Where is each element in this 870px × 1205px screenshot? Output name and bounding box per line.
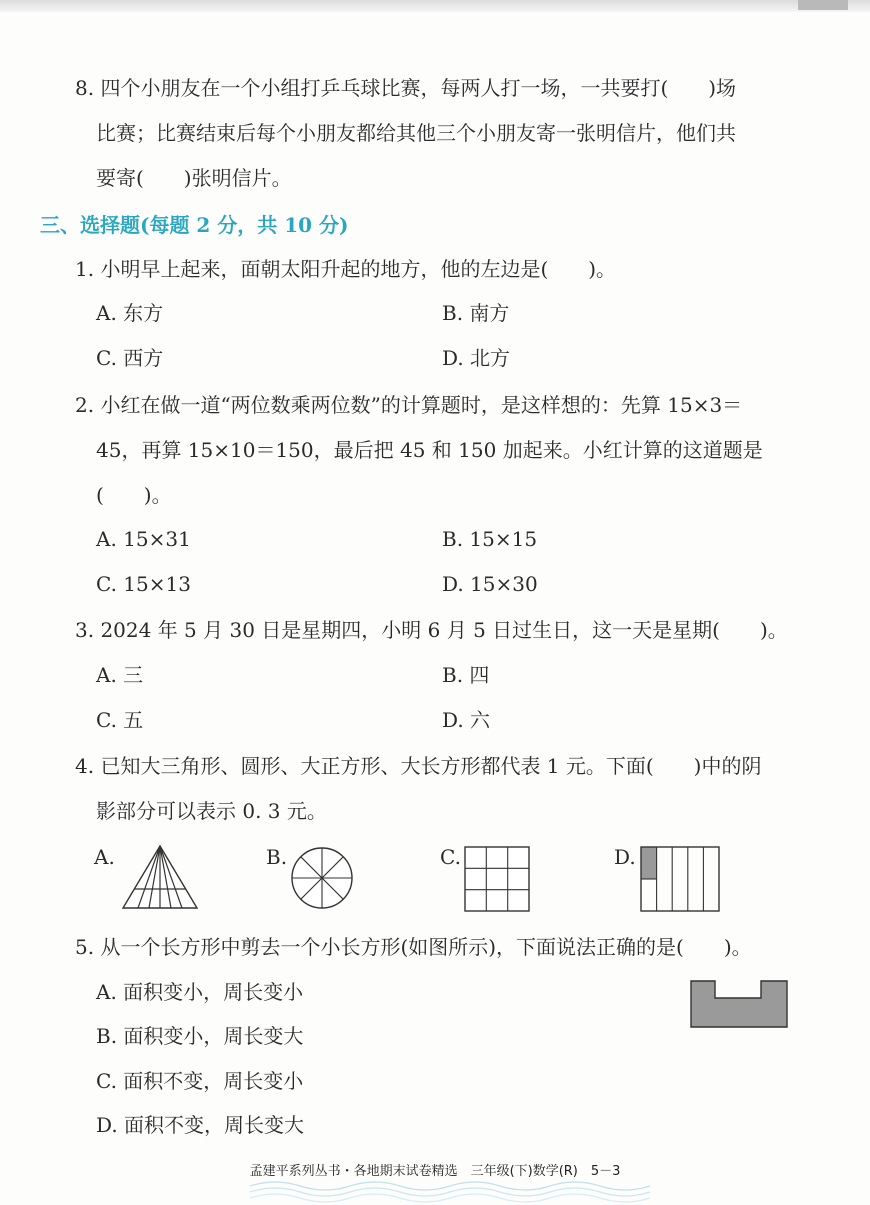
q3-option-d[interactable]: D. 六: [442, 708, 491, 732]
q2-option-b[interactable]: B. 15×15: [442, 527, 538, 551]
q1-option-a[interactable]: A. 东方: [96, 301, 164, 325]
q4-option-c-label[interactable]: C.: [440, 845, 461, 869]
q2-option-a[interactable]: A. 15×31: [96, 527, 191, 551]
q2-option-c[interactable]: C. 15×13: [96, 572, 191, 596]
footer-wave-decoration: [250, 1176, 650, 1201]
q4-option-b-label[interactable]: B.: [266, 845, 288, 869]
scan-mark: [798, 0, 848, 10]
square-figure[interactable]: [464, 846, 530, 912]
q4-option-a-label[interactable]: A.: [94, 845, 115, 869]
page-footer: 孟建平系列丛书・各地期末试卷精选 三年级(下)数学(R) 5－3: [249, 1164, 621, 1179]
triangle-figure[interactable]: [120, 844, 200, 910]
q4-option-d-label[interactable]: D.: [614, 845, 636, 869]
q3-stem: 3. 2024 年 5 月 30 日是星期四，小明 6 月 5 日过生日，这一天是星期( )。: [75, 618, 788, 642]
q8-line-3: 要寄( )张明信片。: [96, 166, 292, 190]
q5-stem: 5. 从一个长方形中剪去一个小长方形(如图所示)，下面说法正确的是( )。: [75, 935, 752, 959]
q2-option-d[interactable]: D. 15×30: [442, 572, 538, 596]
q2-stem-line-3: ( )。: [96, 483, 172, 507]
q3-option-b[interactable]: B. 四: [442, 663, 490, 687]
q1-stem: 1. 小明早上起来，面朝太阳升起的地方，他的左边是( )。: [75, 257, 617, 281]
q4-stem-line-1: 4. 已知大三角形、圆形、大正方形、大长方形都代表 1 元。下面( )中的阴: [75, 754, 762, 778]
q1-option-b[interactable]: B. 南方: [442, 301, 510, 325]
q4-stem-line-2: 影部分可以表示 0. 3 元。: [96, 799, 327, 823]
rectangle-figure[interactable]: [640, 846, 720, 912]
q1-option-c[interactable]: C. 西方: [96, 346, 164, 370]
q5-option-d[interactable]: D. 面积不变，周长变大: [96, 1113, 305, 1137]
q2-stem-line-1: 2. 小红在做一道“两位数乘两位数”的计算题时，是这样想的：先算 15×3＝: [75, 393, 743, 417]
section-title: 三、选择题(每题 2 分，共 10 分): [40, 213, 349, 237]
q5-option-a[interactable]: A. 面积变小，周长变小: [96, 980, 304, 1004]
q2-stem-line-2: 45，再算 15×10＝150，最后把 45 和 150 加起来。小红计算的这道题是: [96, 438, 763, 462]
scan-top-edge: [0, 0, 870, 12]
q1-option-d[interactable]: D. 北方: [442, 346, 511, 370]
q8-line-1: 8. 四个小朋友在一个小组打乒乓球比赛，每两人打一场，一共要打( )场: [75, 76, 737, 100]
cut-rectangle-figure: [690, 980, 788, 1028]
q3-option-a[interactable]: A. 三: [96, 663, 144, 687]
q5-option-c[interactable]: C. 面积不变，周长变小: [96, 1069, 304, 1093]
q3-option-c[interactable]: C. 五: [96, 708, 144, 732]
circle-figure[interactable]: [290, 846, 354, 910]
q5-option-b[interactable]: B. 面积变小，周长变大: [96, 1024, 304, 1048]
q8-line-2: 比赛；比赛结束后每个小朋友都给其他三个小朋友寄一张明信片，他们共: [96, 121, 736, 145]
